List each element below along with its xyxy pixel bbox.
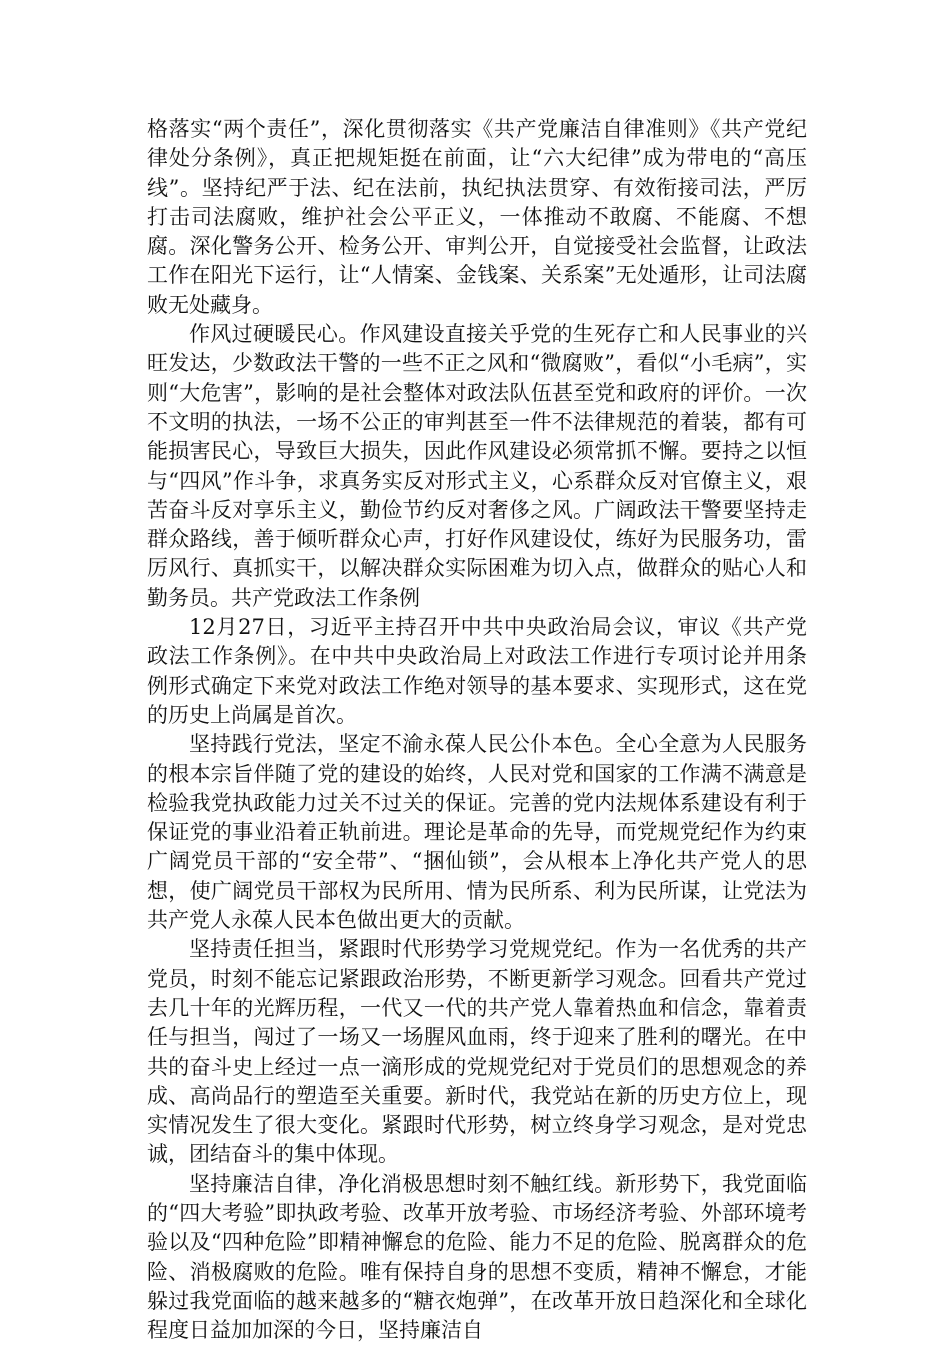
paragraph: 格落实“两个责任”，深化贯彻落实《共产党廉洁自律准则》《共产党纪律处分条例》，真正把规矩挺在前面，让“六大纪律”成为带电的“高压线”。坚持纪严于法、纪在法前，执纪执法贯穿、有效衔接司法，严厉打击司法腐败，维护社会公平正义，一体推动不敢腐、不能腐、不想腐。深化警务公开、检务公开、审判公开，自觉接受社会监督，让政法工作在阳光下运行，让“人情案、金钱案、关系案”无处遁形，让司法腐败无处藏身。 (147, 117, 807, 317)
document-body (147, 115, 807, 1345)
paragraph: 坚持廉洁自律，净化消极思想时刻不触红线。新形势下，我党面临的“四大考验”即执政考验、改革开放考验、市场经济考验、外部环境考验以及“四种危险”即精神懈怠的危险、能力不足的危险、脱离群众的危险、消极腐败的危险。唯有保持自身的思想不变质，精神不懈怠，才能躲过我党面临的越来越多的“糖衣炮弹”，在改革开放日趋深化和全球化程度日益加加深的今日，坚持廉洁自 (147, 1171, 807, 1343)
paragraph: 坚持责任担当，紧跟时代形势学习党规党纪。作为一名优秀的共产党员，时刻不能忘记紧跟政治形势，不断更新学习观念。回看共产党过去几十年的光辉历程，一代又一代的共产党人靠着热血和信念，靠着责任与担当，闯过了一场又一场腥风血雨，终于迎来了胜利的曙光。在中共的奋斗史上经过一点一滴形成的党规党纪对于党员们的思想观念的养成、高尚品行的塑造至关重要。新时代，我党站在新的历史方位上，现实情况发生了很大变化。紧跟时代形势，树立终身学习观念，是对党忠诚，团结奋斗的集中体现。 (147, 937, 807, 1167)
paragraph: 12月27日，习近平主持召开中共中央政治局会议，审议《共产党政法工作条例》。在中共中央政治局上对政法工作进行专项讨论并用条例形式确定下来党对政法工作绝对领导的基本要求、实现形式，这在党的历史上尚属是首次。 (147, 615, 807, 727)
paragraph: 作风过硬暖民心。作风建设直接关乎党的生死存亡和人民事业的兴旺发达，少数政法干警的一些不正之风和“微腐败”，看似“小毛病”，实则“大危害”，影响的是社会整体对政法队伍甚至党和政府的评价。一次不文明的执法，一场不公正的审判甚至一件不法律规范的着装，都有可能损害民心，导致巨大损失，因此作风建设必须常抓不懈。要持之以恒与“四风”作斗争，求真务实反对形式主义，心系群众反对官僚主义，艰苦奋斗反对享乐主义，勤俭节约反对奢侈之风。广阔政法干警要坚持走群众路线，善于倾听群众心声，打好作风建设仗，练好为民服务功，雷厉风行、真抓实干，以解决群众实际困难为切入点，做群众的贴心人和勤务员。共产党政法工作条例 (147, 322, 807, 610)
paragraph: 坚持践行党法，坚定不渝永葆人民公仆本色。全心全意为人民服务的根本宗旨伴随了党的建设的始终，人民对党和国家的工作满不满意是检验我党执政能力过关不过关的保证。完善的党内法规体系建设有利于保证党的事业沿着正轨前进。理论是革命的先导，而党规党纪作为约束广阔党员干部的“安全带”、“捆仙锁”，会从根本上净化共产党人的思想，使广阔党员干部权为民所用、情为民所系、利为民所谋，让党法为共产党人永葆人民本色做出更大的贡献。 (147, 732, 807, 933)
